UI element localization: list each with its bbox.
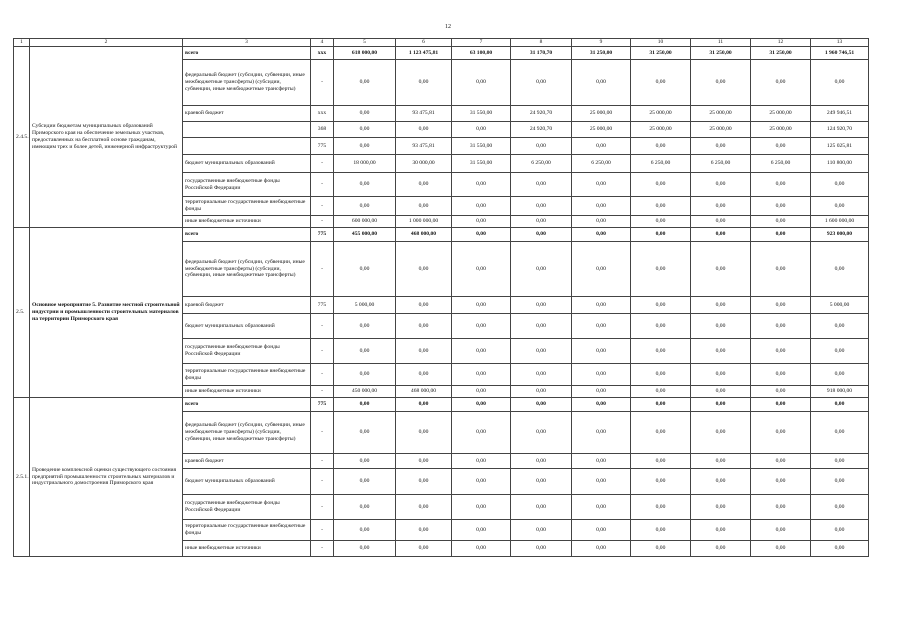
year-amount: 0,00	[334, 339, 396, 364]
year-amount: 63 100,00	[452, 47, 511, 60]
year-amount: 0,00	[511, 216, 572, 228]
year-amount: 0,00	[751, 398, 811, 412]
total-amount: 0,00	[811, 364, 869, 386]
budget-code: -	[311, 60, 334, 106]
year-amount: 24 920,70	[511, 106, 572, 122]
year-amount: 0,00	[396, 364, 452, 386]
year-amount: 0,00	[691, 469, 751, 495]
year-amount: 25 000,00	[751, 106, 811, 122]
year-amount: 0,00	[691, 216, 751, 228]
total-amount: 0,00	[811, 454, 869, 469]
year-amount: 0,00	[396, 60, 452, 106]
year-amount: 0,00	[572, 228, 631, 242]
budget-code: -	[311, 541, 334, 557]
funding-source: федеральный бюджет (субсидии, субвенции, иные межбюджетные трансферты) (субсидии, субвенции, иные межбюджетные трансферты)	[183, 242, 311, 297]
year-amount: 0,00	[691, 197, 751, 216]
year-amount: 0,00	[452, 173, 511, 197]
year-amount: 31 250,00	[691, 47, 751, 60]
funding-source: территориальные государственные внебюджетные фонды	[183, 364, 311, 386]
year-amount: 0,00	[334, 520, 396, 541]
year-amount: 0,00	[396, 469, 452, 495]
year-amount: 0,00	[751, 60, 811, 106]
year-amount: 0,00	[511, 364, 572, 386]
total-amount: 0,00	[811, 398, 869, 412]
year-amount: 0,00	[396, 197, 452, 216]
year-amount: 0,00	[691, 60, 751, 106]
year-amount: 0,00	[572, 469, 631, 495]
year-amount: 0,00	[452, 297, 511, 314]
year-amount: 0,00	[572, 297, 631, 314]
funding-source: иные внебюджетные источники	[183, 216, 311, 228]
year-amount: 31 250,00	[572, 47, 631, 60]
year-amount: 0,00	[452, 364, 511, 386]
year-amount: 0,00	[511, 454, 572, 469]
year-amount: 0,00	[691, 386, 751, 398]
year-amount: 0,00	[511, 398, 572, 412]
year-amount: 0,00	[452, 216, 511, 228]
year-amount: 0,00	[631, 138, 691, 155]
year-amount: 0,00	[751, 495, 811, 520]
year-amount: 0,00	[631, 386, 691, 398]
year-amount: 0,00	[511, 138, 572, 155]
year-amount: 0,00	[452, 541, 511, 557]
year-amount: 0,00	[572, 386, 631, 398]
year-amount: 0,00	[751, 197, 811, 216]
year-amount: 0,00	[334, 314, 396, 339]
column-number-header: 13	[811, 39, 869, 47]
funding-source: иные внебюджетные источники	[183, 386, 311, 398]
total-amount: 0,00	[811, 520, 869, 541]
total-amount: 124 920,70	[811, 122, 869, 138]
total-amount: 0,00	[811, 339, 869, 364]
year-amount: 0,00	[511, 197, 572, 216]
year-amount: 0,00	[751, 242, 811, 297]
year-amount: 0,00	[396, 454, 452, 469]
year-amount: 24 920,70	[511, 122, 572, 138]
item-index: 2.5.1.	[14, 398, 30, 557]
year-amount: 0,00	[631, 412, 691, 454]
funding-source: всего	[183, 228, 311, 242]
budget-code: -	[311, 314, 334, 339]
year-amount: 0,00	[452, 520, 511, 541]
year-amount: 0,00	[572, 339, 631, 364]
funding-source	[183, 122, 311, 138]
total-amount: 249 946,51	[811, 106, 869, 122]
year-amount: 0,00	[334, 122, 396, 138]
funding-source: территориальные государственные внебюджетные фонды	[183, 197, 311, 216]
year-amount: 30 000,00	[396, 155, 452, 173]
total-amount: 923 000,00	[811, 228, 869, 242]
year-amount: 0,00	[396, 541, 452, 557]
budget-code: ххх	[311, 47, 334, 60]
year-amount: 0,00	[691, 541, 751, 557]
year-amount: 0,00	[691, 242, 751, 297]
year-amount: 0,00	[691, 138, 751, 155]
column-number-header: 3	[183, 39, 311, 47]
year-amount: 0,00	[511, 173, 572, 197]
budget-code: ххх	[311, 106, 334, 122]
column-number-header: 2	[30, 39, 183, 47]
year-amount: 0,00	[452, 495, 511, 520]
year-amount: 0,00	[631, 520, 691, 541]
year-amount: 93 475,81	[396, 106, 452, 122]
year-amount: 0,00	[691, 398, 751, 412]
year-amount: 0,00	[631, 60, 691, 106]
year-amount: 0,00	[572, 364, 631, 386]
year-amount: 25 000,00	[691, 122, 751, 138]
column-number-header: 6	[396, 39, 452, 47]
budget-table	[13, 38, 869, 557]
year-amount: 25 000,00	[572, 122, 631, 138]
year-amount: 0,00	[511, 412, 572, 454]
column-number-header: 11	[691, 39, 751, 47]
year-amount: 0,00	[751, 228, 811, 242]
funding-source: бюджет муниципальных образований	[183, 314, 311, 339]
year-amount: 0,00	[452, 122, 511, 138]
year-amount: 0,00	[452, 314, 511, 339]
table-row	[14, 398, 869, 412]
total-amount: 1 600 000,00	[811, 216, 869, 228]
year-amount: 0,00	[334, 398, 396, 412]
column-number-row	[14, 39, 869, 47]
budget-code: 775	[311, 228, 334, 242]
year-amount: 25 000,00	[572, 106, 631, 122]
year-amount: 0,00	[511, 469, 572, 495]
year-amount: 0,00	[396, 122, 452, 138]
year-amount: 0,00	[511, 495, 572, 520]
year-amount: 0,00	[631, 469, 691, 495]
year-amount: 450 000,00	[334, 386, 396, 398]
year-amount: 0,00	[396, 398, 452, 412]
funding-source: государственные внебюджетные фонды Российской Федерации	[183, 495, 311, 520]
year-amount: 25 000,00	[691, 106, 751, 122]
funding-source: всего	[183, 398, 311, 412]
year-amount: 0,00	[511, 339, 572, 364]
budget-code: -	[311, 173, 334, 197]
year-amount: 0,00	[334, 106, 396, 122]
funding-source: государственные внебюджетные фонды Российской Федерации	[183, 339, 311, 364]
budget-code: 775	[311, 297, 334, 314]
total-amount: 5 000,00	[811, 297, 869, 314]
budget-code: -	[311, 495, 334, 520]
funding-source: краевой бюджет	[183, 454, 311, 469]
funding-source: бюджет муниципальных образований	[183, 155, 311, 173]
year-amount: 5 000,00	[334, 297, 396, 314]
year-amount: 0,00	[334, 454, 396, 469]
total-amount: 0,00	[811, 173, 869, 197]
column-number-header: 9	[572, 39, 631, 47]
year-amount: 0,00	[691, 454, 751, 469]
year-amount: 0,00	[691, 228, 751, 242]
year-amount: 0,00	[396, 520, 452, 541]
year-amount: 0,00	[691, 412, 751, 454]
budget-code: -	[311, 339, 334, 364]
year-amount: 0,00	[511, 242, 572, 297]
year-amount: 0,00	[452, 412, 511, 454]
budget-code: -	[311, 216, 334, 228]
total-amount: 0,00	[811, 495, 869, 520]
budget-code: -	[311, 197, 334, 216]
column-number-header: 1	[14, 39, 30, 47]
budget-code: 775	[311, 398, 334, 412]
column-number-header: 8	[511, 39, 572, 47]
year-amount: 31 250,00	[751, 47, 811, 60]
year-amount: 0,00	[572, 412, 631, 454]
year-amount: 6 250,00	[572, 155, 631, 173]
year-amount: 0,00	[751, 386, 811, 398]
funding-source: государственные внебюджетные фонды Российской Федерации	[183, 173, 311, 197]
year-amount: 25 000,00	[751, 122, 811, 138]
year-amount: 0,00	[631, 197, 691, 216]
year-amount: 0,00	[751, 314, 811, 339]
year-amount: 0,00	[691, 173, 751, 197]
year-amount: 0,00	[511, 228, 572, 242]
year-amount: 0,00	[631, 228, 691, 242]
year-amount: 0,00	[691, 314, 751, 339]
year-amount: 0,00	[631, 173, 691, 197]
total-amount: 125 025,81	[811, 138, 869, 155]
year-amount: 0,00	[572, 314, 631, 339]
total-amount: 0,00	[811, 469, 869, 495]
total-amount: 0,00	[811, 242, 869, 297]
year-amount: 0,00	[631, 314, 691, 339]
year-amount: 0,00	[631, 216, 691, 228]
total-amount: 0,00	[811, 541, 869, 557]
funding-source: краевой бюджет	[183, 297, 311, 314]
year-amount: 18 000,00	[334, 155, 396, 173]
funding-source: территориальные государственные внебюджетные фонды	[183, 520, 311, 541]
year-amount: 1 000 000,00	[396, 216, 452, 228]
total-amount: 0,00	[811, 314, 869, 339]
year-amount: 93 475,81	[396, 138, 452, 155]
year-amount: 0,00	[334, 60, 396, 106]
column-number-header: 5	[334, 39, 396, 47]
year-amount: 0,00	[511, 297, 572, 314]
year-amount: 0,00	[751, 138, 811, 155]
year-amount: 1 123 475,81	[396, 47, 452, 60]
year-amount: 0,00	[572, 495, 631, 520]
funding-source: иные внебюджетные источники	[183, 541, 311, 557]
total-amount: 918 000,00	[811, 386, 869, 398]
year-amount: 6 250,00	[751, 155, 811, 173]
budget-code: -	[311, 469, 334, 495]
year-amount: 0,00	[751, 469, 811, 495]
year-amount: 0,00	[751, 297, 811, 314]
year-amount: 25 000,00	[631, 106, 691, 122]
year-amount: 0,00	[691, 339, 751, 364]
budget-code: -	[311, 242, 334, 297]
year-amount: 0,00	[751, 364, 811, 386]
year-amount: 600 000,00	[334, 216, 396, 228]
year-amount: 0,00	[631, 242, 691, 297]
total-amount: 0,00	[811, 197, 869, 216]
year-amount: 0,00	[396, 242, 452, 297]
item-title: Субсидии бюджетам муниципальных образований Приморского края на обеспечение земельных участков, предоставленных на бесплатной основе гражданам, имеющим трех и более детей, инженерной инфраструктурой	[30, 47, 183, 228]
year-amount: 0,00	[334, 242, 396, 297]
year-amount: 0,00	[572, 60, 631, 106]
year-amount: 25 000,00	[631, 122, 691, 138]
year-amount: 0,00	[572, 197, 631, 216]
year-amount: 6 250,00	[691, 155, 751, 173]
year-amount: 0,00	[691, 364, 751, 386]
column-number-header: 4	[311, 39, 334, 47]
total-amount: 1 960 746,51	[811, 47, 869, 60]
year-amount: 0,00	[751, 173, 811, 197]
page-number: 12	[445, 24, 451, 30]
funding-source: всего	[183, 47, 311, 60]
year-amount: 0,00	[691, 297, 751, 314]
year-amount: 0,00	[334, 138, 396, 155]
year-amount: 0,00	[572, 541, 631, 557]
year-amount: 0,00	[631, 339, 691, 364]
year-amount: 0,00	[751, 339, 811, 364]
year-amount: 0,00	[452, 228, 511, 242]
item-title: Основное мероприятие 5. Развитие местной строительной индустрии и промышленности строительных материалов на территории Приморского края	[30, 228, 183, 398]
year-amount: 455 000,00	[334, 228, 396, 242]
funding-source: краевой бюджет	[183, 106, 311, 122]
year-amount: 0,00	[452, 386, 511, 398]
item-title: Проведение комплексной оценки существующего состояния предприятий промышленности строительных материалов и индустриального домостроения Приморского края	[30, 398, 183, 557]
budget-code: 775	[311, 138, 334, 155]
funding-source: федеральный бюджет (субсидии, субвенции, иные межбюджетные трансферты) (субсидии, субвенции, иные межбюджетные трансферты)	[183, 412, 311, 454]
year-amount: 0,00	[511, 386, 572, 398]
year-amount: 0,00	[572, 242, 631, 297]
budget-code: -	[311, 155, 334, 173]
year-amount: 0,00	[691, 520, 751, 541]
year-amount: 0,00	[572, 520, 631, 541]
year-amount: 0,00	[511, 520, 572, 541]
year-amount: 0,00	[452, 242, 511, 297]
funding-source: федеральный бюджет (субсидии, субвенции, иные межбюджетные трансферты) (субсидии, субвенции, иные межбюджетные трансферты)	[183, 60, 311, 106]
year-amount: 0,00	[631, 364, 691, 386]
year-amount: 6 250,00	[631, 155, 691, 173]
table-row	[14, 47, 869, 60]
year-amount: 468 000,00	[396, 228, 452, 242]
year-amount: 0,00	[572, 138, 631, 155]
year-amount: 0,00	[691, 495, 751, 520]
year-amount: 31 170,70	[511, 47, 572, 60]
budget-code: -	[311, 386, 334, 398]
year-amount: 0,00	[452, 60, 511, 106]
funding-source	[183, 138, 311, 155]
column-number-header: 10	[631, 39, 691, 47]
year-amount: 0,00	[511, 314, 572, 339]
total-amount: 110 800,00	[811, 155, 869, 173]
year-amount: 0,00	[751, 454, 811, 469]
table-body	[14, 47, 869, 557]
year-amount: 31 550,00	[452, 106, 511, 122]
budget-code: -	[311, 412, 334, 454]
budget-code: -	[311, 364, 334, 386]
budget-code: -	[311, 454, 334, 469]
year-amount: 0,00	[511, 541, 572, 557]
year-amount: 0,00	[334, 364, 396, 386]
year-amount: 0,00	[572, 173, 631, 197]
year-amount: 0,00	[452, 197, 511, 216]
funding-source: бюджет муниципальных образований	[183, 469, 311, 495]
budget-code: -	[311, 520, 334, 541]
column-number-header: 12	[751, 39, 811, 47]
year-amount: 0,00	[334, 173, 396, 197]
year-amount: 0,00	[452, 398, 511, 412]
item-index: 2.5.	[14, 228, 30, 398]
year-amount: 0,00	[334, 495, 396, 520]
year-amount: 0,00	[631, 297, 691, 314]
year-amount: 31 250,00	[631, 47, 691, 60]
total-amount: 0,00	[811, 412, 869, 454]
year-amount: 468 000,00	[396, 386, 452, 398]
year-amount: 0,00	[334, 541, 396, 557]
year-amount: 0,00	[396, 173, 452, 197]
year-amount: 0,00	[751, 412, 811, 454]
year-amount: 0,00	[572, 398, 631, 412]
year-amount: 31 550,00	[452, 138, 511, 155]
year-amount: 0,00	[631, 495, 691, 520]
year-amount: 0,00	[396, 412, 452, 454]
year-amount: 618 000,00	[334, 47, 396, 60]
year-amount: 0,00	[751, 541, 811, 557]
year-amount: 6 250,00	[511, 155, 572, 173]
year-amount: 0,00	[511, 60, 572, 106]
year-amount: 0,00	[572, 216, 631, 228]
year-amount: 0,00	[396, 314, 452, 339]
year-amount: 0,00	[572, 454, 631, 469]
year-amount: 0,00	[751, 520, 811, 541]
year-amount: 0,00	[334, 412, 396, 454]
column-number-header: 7	[452, 39, 511, 47]
item-index: 2.4.5.	[14, 47, 30, 228]
year-amount: 0,00	[631, 398, 691, 412]
year-amount: 0,00	[396, 339, 452, 364]
year-amount: 0,00	[396, 495, 452, 520]
year-amount: 0,00	[396, 297, 452, 314]
year-amount: 0,00	[452, 339, 511, 364]
total-amount: 0,00	[811, 60, 869, 106]
year-amount: 0,00	[452, 454, 511, 469]
budget-code: 368	[311, 122, 334, 138]
table-row	[14, 228, 869, 242]
year-amount: 0,00	[751, 216, 811, 228]
year-amount: 0,00	[334, 469, 396, 495]
year-amount: 0,00	[452, 469, 511, 495]
year-amount: 31 550,00	[452, 155, 511, 173]
year-amount: 0,00	[334, 197, 396, 216]
year-amount: 0,00	[631, 541, 691, 557]
year-amount: 0,00	[631, 454, 691, 469]
